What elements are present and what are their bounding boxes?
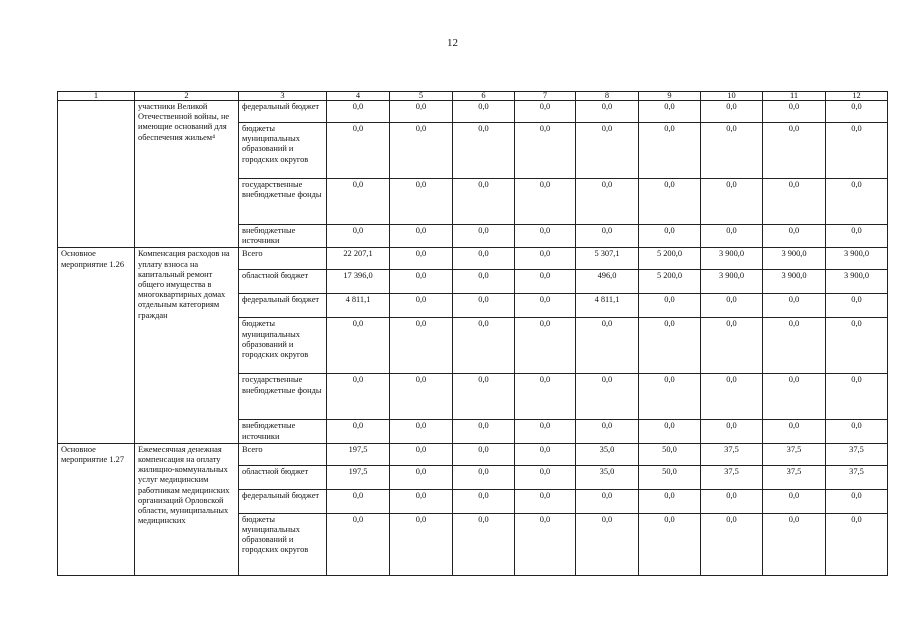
- column-number-row: [58, 92, 888, 101]
- value-cell: 0,0: [515, 513, 576, 575]
- value-cell: 0,0: [390, 294, 453, 318]
- value-cell: 0,0: [576, 225, 639, 248]
- value-cell: 0,0: [826, 420, 888, 443]
- value-cell: 0,0: [763, 294, 826, 318]
- value-cell: 0,0: [390, 443, 453, 465]
- value-cell: 0,0: [826, 374, 888, 420]
- value-cell: 0,0: [515, 101, 576, 123]
- measure-code: Основное мероприятие 1.27: [58, 443, 135, 575]
- value-cell: 37,5: [763, 443, 826, 465]
- value-cell: 0,0: [576, 179, 639, 225]
- value-cell: 0,0: [515, 465, 576, 489]
- value-cell: 197,5: [327, 443, 390, 465]
- value-cell: 4 811,1: [576, 294, 639, 318]
- value-cell: 3 900,0: [701, 270, 763, 294]
- measure-code: Основное мероприятие 1.26: [58, 248, 135, 443]
- value-cell: 0,0: [327, 318, 390, 374]
- funding-source: областной бюджет: [239, 270, 327, 294]
- value-cell: 0,0: [453, 420, 515, 443]
- value-cell: 0,0: [515, 294, 576, 318]
- value-cell: 0,0: [453, 513, 515, 575]
- funding-source: федеральный бюджет: [239, 489, 327, 513]
- page-number: 12: [447, 37, 458, 49]
- value-cell: 0,0: [701, 123, 763, 179]
- value-cell: 0,0: [327, 374, 390, 420]
- value-cell: 0,0: [327, 123, 390, 179]
- value-cell: 0,0: [515, 225, 576, 248]
- funding-source: областной бюджет: [239, 465, 327, 489]
- value-cell: 0,0: [390, 179, 453, 225]
- value-cell: 0,0: [763, 225, 826, 248]
- value-cell: 0,0: [576, 420, 639, 443]
- value-cell: 0,0: [515, 318, 576, 374]
- value-cell: 3 900,0: [763, 270, 826, 294]
- value-cell: 0,0: [576, 513, 639, 575]
- value-cell: 37,5: [826, 443, 888, 465]
- measure-title: Ежемесячная денежная компенсация на оплату жилищно-коммунальных услуг медицинским работникам медицинских организаций Орловской области, муниципальных медицинских: [135, 443, 239, 575]
- value-cell: 0,0: [390, 270, 453, 294]
- value-cell: 37,5: [826, 465, 888, 489]
- value-cell: 3 900,0: [826, 248, 888, 270]
- value-cell: 0,0: [639, 489, 701, 513]
- value-cell: 0,0: [453, 270, 515, 294]
- value-cell: 496,0: [576, 270, 639, 294]
- value-cell: 37,5: [763, 465, 826, 489]
- value-cell: 0,0: [826, 489, 888, 513]
- value-cell: 0,0: [453, 443, 515, 465]
- value-cell: 3 900,0: [763, 248, 826, 270]
- value-cell: 37,5: [701, 465, 763, 489]
- value-cell: 0,0: [701, 513, 763, 575]
- value-cell: 0,0: [639, 513, 701, 575]
- value-cell: 35,0: [576, 443, 639, 465]
- table-body: [58, 92, 888, 576]
- funding-source: внебюджетные источники: [239, 420, 327, 443]
- value-cell: 0,0: [701, 225, 763, 248]
- col-header-6: 6: [453, 92, 515, 101]
- value-cell: 0,0: [390, 489, 453, 513]
- funding-source: государственные внебюджетные фонды: [239, 374, 327, 420]
- value-cell: 0,0: [515, 248, 576, 270]
- col-header-3: 3: [239, 92, 327, 101]
- measure-title: участники Великой Отечественной войны, не имеющие оснований для обеспечения жильем⁴: [135, 101, 239, 248]
- value-cell: 0,0: [639, 123, 701, 179]
- value-cell: 4 811,1: [327, 294, 390, 318]
- value-cell: 37,5: [701, 443, 763, 465]
- value-cell: 5 200,0: [639, 270, 701, 294]
- value-cell: 22 207,1: [327, 248, 390, 270]
- col-header-5: 5: [390, 92, 453, 101]
- value-cell: 0,0: [453, 489, 515, 513]
- value-cell: 50,0: [639, 443, 701, 465]
- value-cell: 50,0: [639, 465, 701, 489]
- value-cell: 0,0: [826, 179, 888, 225]
- value-cell: 0,0: [701, 294, 763, 318]
- funding-source: Всего: [239, 248, 327, 270]
- table-row: [58, 443, 888, 465]
- value-cell: 0,0: [763, 513, 826, 575]
- funding-source: федеральный бюджет: [239, 101, 327, 123]
- value-cell: 0,0: [826, 123, 888, 179]
- value-cell: 0,0: [515, 270, 576, 294]
- value-cell: 0,0: [826, 318, 888, 374]
- value-cell: 0,0: [453, 374, 515, 420]
- value-cell: 0,0: [576, 101, 639, 123]
- value-cell: 0,0: [515, 489, 576, 513]
- value-cell: 0,0: [639, 318, 701, 374]
- funding-source: бюджеты муниципальных образований и городских округов: [239, 123, 327, 179]
- value-cell: 0,0: [701, 179, 763, 225]
- table-row: [58, 101, 888, 123]
- col-header-12: 12: [826, 92, 888, 101]
- value-cell: 0,0: [639, 374, 701, 420]
- col-header-10: 10: [701, 92, 763, 101]
- funding-source: федеральный бюджет: [239, 294, 327, 318]
- value-cell: 0,0: [763, 101, 826, 123]
- value-cell: 0,0: [515, 374, 576, 420]
- value-cell: 0,0: [453, 465, 515, 489]
- funding-source: Всего: [239, 443, 327, 465]
- funding-source: бюджеты муниципальных образований и городских округов: [239, 513, 327, 575]
- value-cell: 0,0: [826, 101, 888, 123]
- value-cell: 0,0: [390, 513, 453, 575]
- value-cell: 0,0: [390, 248, 453, 270]
- value-cell: 0,0: [453, 179, 515, 225]
- value-cell: 0,0: [327, 513, 390, 575]
- value-cell: 5 200,0: [639, 248, 701, 270]
- table-row: [58, 248, 888, 270]
- value-cell: 0,0: [390, 318, 453, 374]
- value-cell: 0,0: [701, 318, 763, 374]
- value-cell: 0,0: [390, 420, 453, 443]
- value-cell: 0,0: [701, 374, 763, 420]
- value-cell: 0,0: [701, 101, 763, 123]
- value-cell: 0,0: [327, 420, 390, 443]
- value-cell: 0,0: [327, 489, 390, 513]
- value-cell: 0,0: [826, 225, 888, 248]
- value-cell: 0,0: [576, 123, 639, 179]
- value-cell: 0,0: [576, 489, 639, 513]
- value-cell: 0,0: [639, 179, 701, 225]
- measure-title: Компенсация расходов на уплату взноса на капитальный ремонт общего имущества в многоквартирных домах отдельным категориям граждан: [135, 248, 239, 443]
- value-cell: 0,0: [639, 101, 701, 123]
- value-cell: 0,0: [390, 374, 453, 420]
- value-cell: 0,0: [327, 101, 390, 123]
- value-cell: 0,0: [701, 489, 763, 513]
- value-cell: 0,0: [453, 101, 515, 123]
- value-cell: 0,0: [763, 420, 826, 443]
- value-cell: 0,0: [453, 318, 515, 374]
- value-cell: 0,0: [390, 101, 453, 123]
- value-cell: 0,0: [763, 179, 826, 225]
- value-cell: 35,0: [576, 465, 639, 489]
- value-cell: 0,0: [515, 420, 576, 443]
- value-cell: 0,0: [390, 225, 453, 248]
- value-cell: 0,0: [639, 294, 701, 318]
- value-cell: 0,0: [826, 513, 888, 575]
- value-cell: 0,0: [453, 294, 515, 318]
- value-cell: 0,0: [515, 179, 576, 225]
- value-cell: 0,0: [763, 489, 826, 513]
- value-cell: 0,0: [390, 123, 453, 179]
- value-cell: 5 307,1: [576, 248, 639, 270]
- value-cell: 17 396,0: [327, 270, 390, 294]
- funding-source: государственные внебюджетные фонды: [239, 179, 327, 225]
- value-cell: 0,0: [327, 179, 390, 225]
- value-cell: 0,0: [576, 374, 639, 420]
- value-cell: 3 900,0: [826, 270, 888, 294]
- budget-table: [57, 91, 888, 576]
- col-header-11: 11: [763, 92, 826, 101]
- value-cell: 0,0: [453, 248, 515, 270]
- value-cell: 0,0: [763, 318, 826, 374]
- value-cell: 0,0: [390, 465, 453, 489]
- col-header-2: 2: [135, 92, 239, 101]
- value-cell: 0,0: [701, 420, 763, 443]
- value-cell: 0,0: [453, 123, 515, 179]
- value-cell: 0,0: [763, 123, 826, 179]
- measure-code: [58, 101, 135, 248]
- value-cell: 0,0: [453, 225, 515, 248]
- col-header-8: 8: [576, 92, 639, 101]
- value-cell: 0,0: [763, 374, 826, 420]
- value-cell: 0,0: [639, 420, 701, 443]
- value-cell: 0,0: [327, 225, 390, 248]
- value-cell: 0,0: [515, 123, 576, 179]
- col-header-7: 7: [515, 92, 576, 101]
- funding-source: бюджеты муниципальных образований и городских округов: [239, 318, 327, 374]
- funding-source: внебюджетные источники: [239, 225, 327, 248]
- col-header-9: 9: [639, 92, 701, 101]
- value-cell: 0,0: [826, 294, 888, 318]
- value-cell: 197,5: [327, 465, 390, 489]
- value-cell: 0,0: [639, 225, 701, 248]
- col-header-1: 1: [58, 92, 135, 101]
- value-cell: 0,0: [515, 443, 576, 465]
- col-header-4: 4: [327, 92, 390, 101]
- value-cell: 0,0: [576, 318, 639, 374]
- value-cell: 3 900,0: [701, 248, 763, 270]
